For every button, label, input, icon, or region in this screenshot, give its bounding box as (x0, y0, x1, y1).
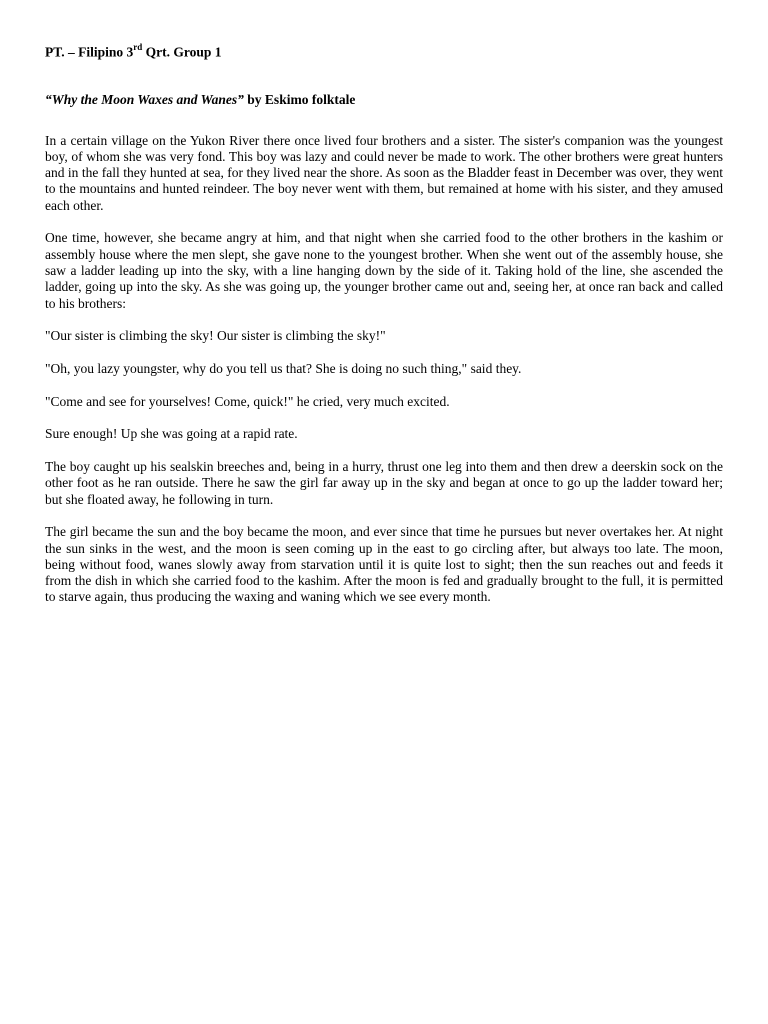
story-title: “Why the Moon Waxes and Wanes” (45, 91, 244, 107)
document-header (45, 40, 723, 61)
header-superscript: rd (133, 42, 143, 52)
story-body (45, 133, 723, 606)
story-attribution: by Eskimo folktale (243, 91, 356, 107)
paragraph: The boy caught up his sealskin breeches and, being in a hurry, thrust one leg into them and then drew a deerskin sock on the other foot as he ran outside. There he saw the girl far away up in the sky and began at once to go up the ladder toward her; but she floated away, he following in turn. (45, 459, 723, 507)
paragraph: The girl became the sun and the boy became the moon, and ever since that time he pursues but never overtakes her. At night the sun sinks in the west, and the moon is seen coming up in the east to go circling after, but always too late. The moon, being without food, wanes slowly away from starvation until it is quite lost to sight; then the sun reaches out and feeds it from the dish in which she carried food to the kashim. After the moon is fed and gradually brought to the full, it is permitted to starve again, thus producing the waxing and waning which we see every month. (45, 524, 723, 605)
paragraph: In a certain village on the Yukon River there once lived four brothers and a sister. The sister's companion was the youngest boy, of whom she was very fond. This boy was lazy and could never be made to work. The other brothers were great hunters and in the fall they hunted at sea, for they lived near the shore. As soon as the Bladder feast in December was over, they went to the mountains and hunted reindeer. The boy never went with them, but remained at home with his sister, and they amused each other. (45, 132, 723, 213)
paragraph: "Come and see for yourselves! Come, quick!" he cried, very much excited. (45, 393, 450, 409)
story-title-line (45, 92, 723, 108)
header-prefix: PT. – Filipino 3 (45, 44, 134, 60)
header-suffix: Qrt. Group 1 (142, 44, 222, 60)
paragraph: One time, however, she became angry at him, and that night when she carried food to the other brothers in the kashim or assembly house where the men slept, she gave none to the youngest brother. When she went out of the assembly house, she saw a ladder leading up into the sky, with a line hanging down by the side of it. Taking hold of the line, she ascended the ladder, going up into the sky. As she was going up, the younger brother came out and, seeing her, at once ran back and called to his brothers: (45, 230, 723, 311)
paragraph: "Oh, you lazy youngster, why do you tell us that? She is doing no such thing," said they. (45, 360, 522, 376)
paragraph: "Our sister is climbing the sky! Our sister is climbing the sky!" (45, 328, 386, 344)
paragraph: Sure enough! Up she was going at a rapid rate. (45, 426, 298, 442)
